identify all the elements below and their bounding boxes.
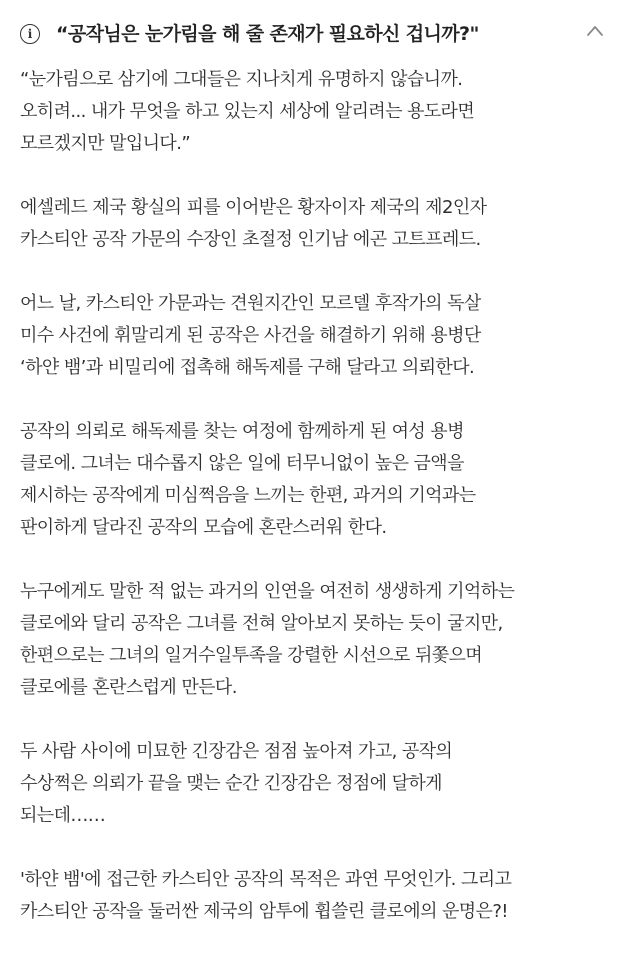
text-line: 에셀레드 제국 황실의 피를 이어받은 황자이자 제국의 제2인자 [20, 197, 487, 218]
text-line: ‘하얀 뱀’과 비밀리에 접촉해 해독제를 구해 달라고 의뢰한다. [20, 357, 475, 378]
text-line: 카스티안 공작을 둘러싼 제국의 암투에 휩쓸린 클로에의 운명은?! [20, 901, 508, 922]
synopsis-paragraph [20, 288, 610, 384]
chevron-up-icon[interactable] [586, 22, 604, 40]
text-line: 수상쩍은 의뢰가 끝을 맺는 순간 긴장감은 정점에 달하게 [20, 773, 442, 794]
text-line: '하얀 뱀'에 접근한 카스티안 공작의 목적은 과연 무엇인가. 그리고 [20, 869, 512, 890]
text-line: 누구에게도 말한 적 없는 과거의 인연을 여전히 생생하게 기억하는 [20, 581, 515, 602]
synopsis-paragraph [20, 64, 610, 160]
synopsis-paragraph [20, 864, 610, 928]
synopsis-header[interactable] [0, 0, 628, 64]
text-line: 클로에. 그녀는 대수롭지 않은 일에 터무니없이 높은 금액을 [20, 453, 464, 474]
text-line: 되는데…… [20, 805, 106, 826]
text-line: 두 사람 사이에 미묘한 긴장감은 점점 높아져 가고, 공작의 [20, 741, 453, 762]
synopsis-paragraph [20, 192, 610, 256]
synopsis-paragraph [20, 736, 610, 832]
text-line: 한편으로는 그녀의 일거수일투족을 강렬한 시선으로 뒤쫓으며 [20, 645, 483, 666]
synopsis-paragraph [20, 416, 610, 544]
info-icon: i [20, 24, 40, 44]
text-line: 공작의 의뢰로 해독제를 찾는 여정에 함께하게 된 여성 용병 [20, 421, 464, 442]
text-line: 클로에를 혼란스럽게 만든다. [20, 677, 237, 698]
text-line: “눈가림으로 삼기에 그대들은 지나치게 유명하지 않습니까. [20, 69, 463, 90]
text-line: 미수 사건에 휘말리게 된 공작은 사건을 해결하기 위해 용병단 [20, 325, 481, 346]
text-line: 어느 날, 카스티안 가문과는 견원지간인 모르델 후작가의 독살 [20, 293, 481, 314]
text-line: 제시하는 공작에게 미심쩍음을 느끼는 한편, 과거의 기억과는 [20, 485, 476, 506]
text-line: 판이하게 달라진 공작의 모습에 혼란스러워 한다. [20, 517, 387, 538]
text-line: 오히려... 내가 무엇을 하고 있는지 세상에 알리려는 용도라면 [20, 101, 475, 122]
synopsis-paragraph [20, 576, 610, 704]
text-line: 클로에와 달리 공작은 그녀를 전혀 알아보지 못하는 듯이 굴지만, [20, 613, 503, 634]
text-line: 모르겠지만 말입니다.” [20, 133, 191, 154]
text-line: 카스티안 공작 가문의 수장인 초절정 인기남 에곤 고트프레드. [20, 229, 481, 250]
synopsis-body [0, 64, 628, 928]
synopsis-title: “공작님은 눈가림을 해 줄 존재가 필요하신 겁니까?" [56, 23, 479, 45]
